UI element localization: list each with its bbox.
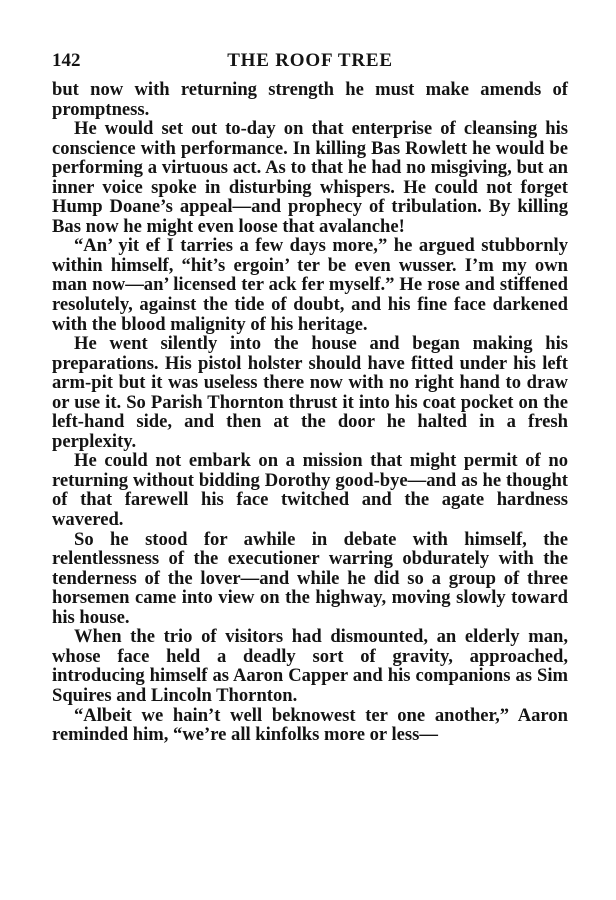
running-title: THE ROOF TREE (227, 50, 393, 71)
paragraph: So he stood for awhile in debate with himself, the relentlessness of the executioner warring obdurately with the tenderness of the lover—and while he did so a group of three horsemen came into view on the highway, moving slowly toward his house. (52, 528, 568, 628)
book-page (52, 50, 568, 745)
page-number: 142 (52, 50, 81, 71)
paragraph: When the trio of visitors had dismounted, an elderly man, whose face held a deadly sort of gravity, approached, introducing himself as Aaron Capper and his companions as Sim Squires and Lincoln Thornton. (52, 626, 568, 706)
body-text (52, 80, 568, 745)
paragraph: He could not embark on a mission that might permit of no returning without bidding Dorothy good-bye—and as he thought of that farewell his face twitched and the agate hardness wavered. (52, 450, 568, 531)
paragraph: “Albeit we hain’t well beknowest ter one another,” Aaron reminded him, “we’re all kinfolks more or less— (52, 704, 568, 746)
page-header (52, 50, 568, 80)
paragraph: He went silently into the house and began making his preparations. His pistol holster should have fitted under his left arm-pit but it was useless there now with no right hand to draw or use it. So Parish Thornton thrust it into his coat pocket on the left-hand side, and then at the door he halted in a fresh perplexity. (52, 333, 568, 452)
paragraph: He would set out to-day on that enterprise of cleansing his conscience with performance. In killing Bas Rowlett he would be performing a virtuous act. As to that he had no misgiving, but an inner voice spoke in disturbing whispers. He could not forget Hump Doane’s appeal—and prophecy of tribulation. By killing Bas now he might even loose that avalanche! (52, 118, 568, 237)
paragraph: “An’ yit ef I tarries a few days more,” he argued stubbornly within himself, “hit’s ergoin’ ter be even wusser. I’m my own man now—an’ licensed ter ack fer myself.” He rose and stiffened resolutely, against the tide of doubt, and his fine face darkened with the blood malignity of his heritage. (52, 235, 568, 335)
paragraph: but now with returning strength he must make amends of promptness. (52, 79, 568, 120)
